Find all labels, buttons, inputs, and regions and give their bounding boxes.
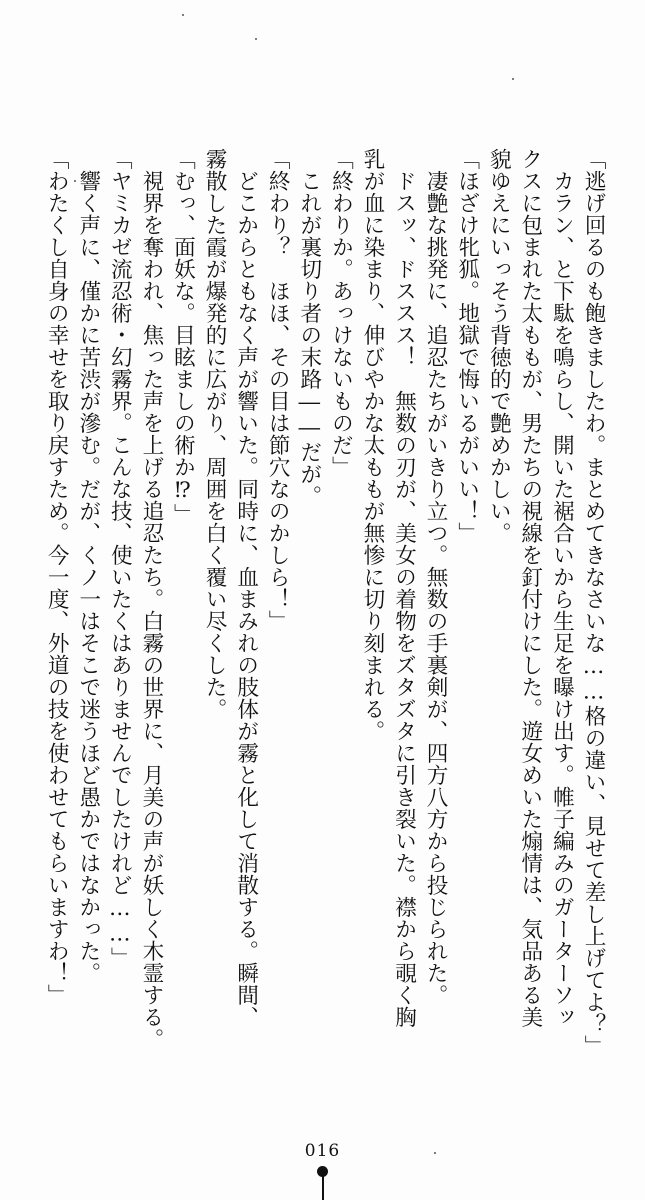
text-column: 霧散した霞が爆発的に広がり、周囲を白く覆い尽くした。 — [202, 148, 228, 720]
text-column: ドスッ、ドススス！ 無数の刃が、美女の着物をズタズタに引き裂いた。襟から覗く胸 — [391, 148, 417, 1028]
text-column: 乳が血に染まり、伸びやかな太ももが無惨に切り刻まれる。 — [359, 148, 385, 742]
text-column: 「ほざけ牝狐。地獄で悔いるがいい！」 — [454, 148, 480, 544]
text-column: 「終わりか。あっけないものだ」 — [328, 148, 354, 478]
vertical-text-block — [43, 148, 607, 1168]
text-column: どこからともなく声が響いた。同時に、血まみれの肢体が霧と化して消散する。瞬間、 — [233, 148, 259, 1028]
text-column: クスに包まれた太ももが、男たちの視線を釘付けにした。遊女めいた煽情は、気品ある美 — [517, 148, 543, 1028]
scan-speck — [182, 14, 184, 16]
text-column: 「終わり？ ほほ、その目は節穴なのかしら！」 — [265, 148, 291, 632]
scan-speck — [255, 38, 257, 40]
text-column: 「むっ、面妖な。目眩ましの術か⁉」 — [170, 148, 196, 526]
text-column: 「わたくし自身の幸せを取り戻すため。今一度、外道の技を使わせてもらいますわ！」 — [44, 148, 70, 1006]
text-column: これが裏切り者の末路――だが。 — [296, 148, 322, 507]
text-column: 響く声に、僅かに苦渋が滲む。だが、くノ一はそこで迷うほど愚かではなかった。 — [75, 148, 101, 984]
text-column: 「逃げ回るのも飽きましたわ。まとめてきなさいな……格の違い、見せて差し上げてよ？」 — [581, 148, 606, 1057]
text-column: カラン、と下駄を鳴らし、開いた裾合いから生足を曝け出す。帷子編みのガーターソッ — [549, 148, 575, 1028]
text-column: 「ヤミカゼ流忍術・幻霧界。こんな技、使いたくはありませんでしたけれど……」 — [107, 148, 133, 969]
text-column: 視界を奪われ、焦った声を上げる追忍たち。白霧の世界に、月美の声が妖しく木霊する。 — [138, 148, 164, 1050]
text-column: 凄艶な挑発に、追忍たちがいきり立つ。無数の手裏剣が、四方八方から投じられた。 — [423, 148, 449, 1006]
page-number: 016 — [304, 1141, 341, 1161]
page-marker-stem-icon — [322, 1176, 324, 1200]
text-column: 貌ゆえにいっそう背徳的で艶めかしい。 — [486, 148, 512, 544]
scan-speck — [512, 78, 514, 80]
